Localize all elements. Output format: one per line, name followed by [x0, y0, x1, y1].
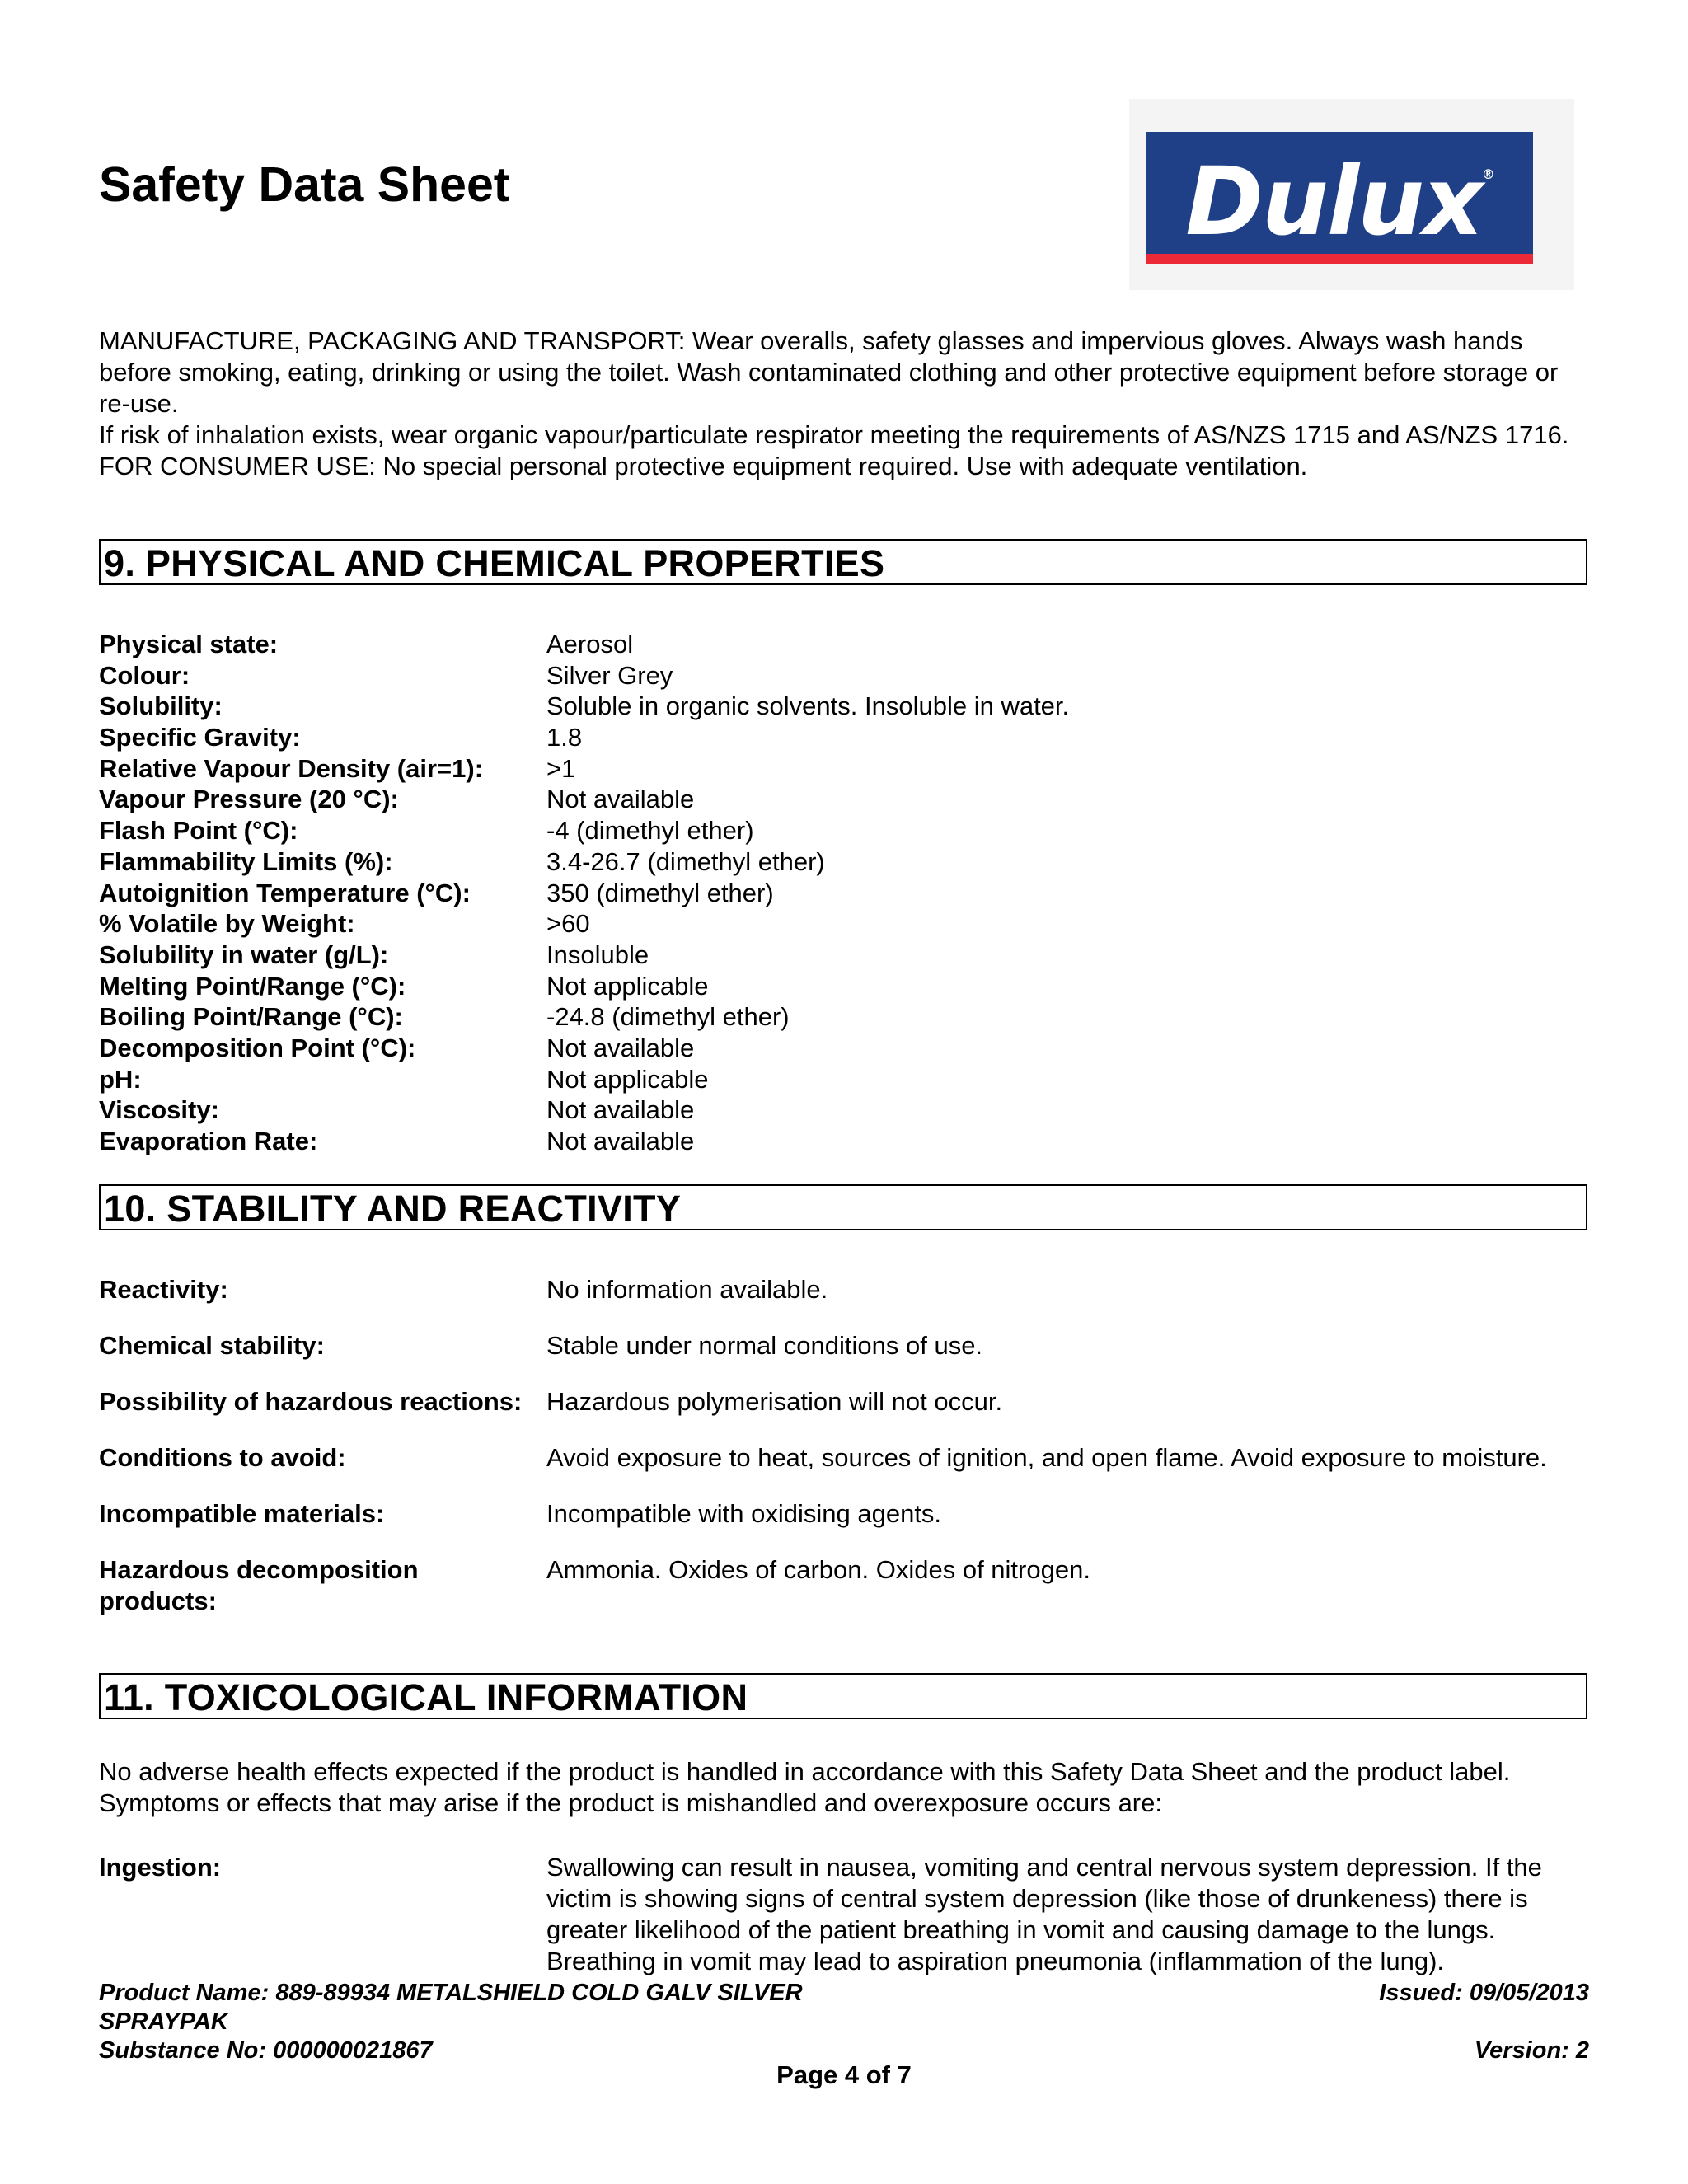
reactivity-label: Possibility of hazardous reactions:	[99, 1387, 523, 1416]
property-label: Relative Vapour Density (air=1):	[99, 753, 484, 783]
section-11-heading: 11. TOXICOLOGICAL INFORMATION	[99, 1673, 1587, 1719]
page-number: Page 4 of 7	[776, 2060, 912, 2089]
property-value: Not available	[546, 785, 695, 814]
reactivity-value: Avoid exposure to heat, sources of ignition, and open flame. Avoid exposure to moisture.	[546, 1443, 1547, 1472]
reactivity-label: Chemical stability:	[99, 1331, 325, 1360]
property-row	[99, 1033, 1589, 1064]
ingestion-row	[99, 1852, 1589, 1977]
property-value: 350 (dimethyl ether)	[546, 878, 774, 907]
reactivity-value: Incompatible with oxidising agents.	[546, 1499, 942, 1528]
property-label: Melting Point/Range (°C):	[99, 971, 406, 1001]
stability-reactivity-list	[99, 1274, 1589, 1617]
ppe-intro	[99, 326, 1589, 482]
property-value: -24.8 (dimethyl ether)	[546, 1002, 790, 1032]
property-value: 3.4-26.7 (dimethyl ether)	[546, 846, 825, 876]
property-label: Colour:	[99, 660, 190, 690]
property-row	[99, 1094, 1589, 1126]
intro-paragraph: If risk of inhalation exists, wear organic vapour/particulate respirator meeting the requirements of AS/NZS 1715 and AS/NZS 1716.	[99, 420, 1569, 449]
property-value: Not applicable	[546, 971, 709, 1001]
logo-badge	[1146, 132, 1533, 264]
reactivity-row	[99, 1330, 1589, 1361]
property-row	[99, 629, 1589, 660]
reactivity-label: Conditions to avoid:	[99, 1443, 346, 1472]
property-label: Solubility in water (g/L):	[99, 940, 389, 969]
property-value: Aerosol	[546, 630, 634, 658]
property-label: Solubility:	[99, 691, 223, 721]
dulux-logo	[1129, 99, 1574, 290]
property-value: >60	[546, 909, 590, 939]
property-row	[99, 940, 1589, 971]
property-value: Insoluble	[546, 940, 649, 969]
property-row	[99, 1064, 1589, 1095]
property-row	[99, 846, 1589, 878]
property-row	[99, 1126, 1589, 1157]
property-label: Autoignition Temperature (°C):	[99, 878, 471, 907]
logo-wordmark	[1146, 147, 1533, 256]
reactivity-value: No information available.	[546, 1275, 828, 1304]
property-row	[99, 691, 1589, 722]
reactivity-label: Incompatible materials:	[99, 1499, 385, 1528]
intro-paragraph: FOR CONSUMER USE: No special personal protective equipment required. Use with adequate ventilation.	[99, 452, 1308, 480]
property-value: 1.8	[546, 723, 583, 752]
sds-page	[99, 0, 1589, 2184]
property-row	[99, 971, 1589, 1002]
property-value: Not available	[546, 1127, 695, 1155]
property-row	[99, 784, 1589, 815]
reactivity-row	[99, 1442, 1589, 1474]
property-label: pH:	[99, 1064, 142, 1094]
property-value: >1	[546, 753, 576, 783]
registered-mark-icon: ®	[1481, 166, 1493, 182]
property-label: Viscosity:	[99, 1095, 219, 1125]
property-row	[99, 1001, 1589, 1033]
ingestion-value: Swallowing can result in nausea, vomiting and central nervous system depression. If the victim is showing signs of central system depression (like those of drunkeness) there is greater likelihood of the patient breathing in vomit and causing damage to the lungs. Breathing in vomit may lead to aspiration pneumonia (inflammation of the lung).	[546, 1853, 1542, 1975]
property-row	[99, 753, 1589, 785]
section-10-heading: 10. STABILITY AND REACTIVITY	[99, 1184, 1587, 1230]
reactivity-value: Hazardous polymerisation will not occur.	[546, 1387, 1003, 1416]
document-title: Safety Data Sheet	[99, 157, 510, 212]
property-value: Not applicable	[546, 1064, 709, 1094]
property-label: Boiling Point/Range (°C):	[99, 1002, 403, 1032]
ingestion-label: Ingestion:	[99, 1853, 222, 1882]
substance-number: Substance No: 000000021867	[99, 2037, 433, 2064]
property-value: Silver Grey	[546, 660, 673, 690]
reactivity-label: Reactivity:	[99, 1275, 228, 1304]
product-name: Product Name: 889-89934 METALSHIELD COLD GALV SILVER SPRAYPAK	[99, 1980, 803, 2035]
property-label: Vapour Pressure (20 °C):	[99, 785, 399, 814]
reactivity-row	[99, 1554, 1589, 1617]
toxicology-intro: No adverse health effects expected if the product is handled in accordance with this Safety Data Sheet and the product label. Symptoms or effects that may arise if the product is mishandled and overexposure occurs are:	[99, 1757, 1511, 1817]
reactivity-row	[99, 1274, 1589, 1305]
property-row	[99, 908, 1589, 940]
property-row	[99, 815, 1589, 846]
section-9-heading: 9. PHYSICAL AND CHEMICAL PROPERTIES	[99, 539, 1587, 585]
property-row	[99, 878, 1589, 909]
property-value: Soluble in organic solvents. Insoluble in water.	[546, 691, 1070, 721]
property-label: Flammability Limits (%):	[99, 846, 393, 876]
property-label: Evaporation Rate:	[99, 1127, 318, 1155]
intro-paragraph: MANUFACTURE, PACKAGING AND TRANSPORT: Wear overalls, safety glasses and impervious gloves. Always wash hands before smoking, eating, drinking or using the toilet. Wash contaminated clothing and other protective equipment before storage or re-use.	[99, 326, 1559, 418]
property-label: Flash Point (°C):	[99, 816, 298, 846]
property-value: -4 (dimethyl ether)	[546, 816, 754, 846]
physical-properties-list	[99, 629, 1589, 1157]
property-label: Physical state:	[99, 630, 279, 658]
reactivity-row	[99, 1386, 1589, 1418]
property-value: Not available	[546, 1033, 695, 1062]
property-label: Decomposition Point (°C):	[99, 1033, 416, 1062]
reactivity-value: Ammonia. Oxides of carbon. Oxides of nitrogen.	[546, 1555, 1090, 1584]
reactivity-value: Stable under normal conditions of use.	[546, 1331, 983, 1360]
logo-text: Dulux	[1185, 147, 1482, 256]
property-row	[99, 660, 1589, 691]
version: Version: 2	[1474, 2037, 1589, 2064]
property-label: Specific Gravity:	[99, 723, 301, 752]
reactivity-row	[99, 1498, 1589, 1530]
property-row	[99, 722, 1589, 753]
property-value: Not available	[546, 1095, 695, 1125]
reactivity-label: Hazardous decomposition products:	[99, 1555, 419, 1615]
property-label: % Volatile by Weight:	[99, 909, 355, 939]
issued-date: Issued: 09/05/2013	[1379, 1980, 1589, 2006]
